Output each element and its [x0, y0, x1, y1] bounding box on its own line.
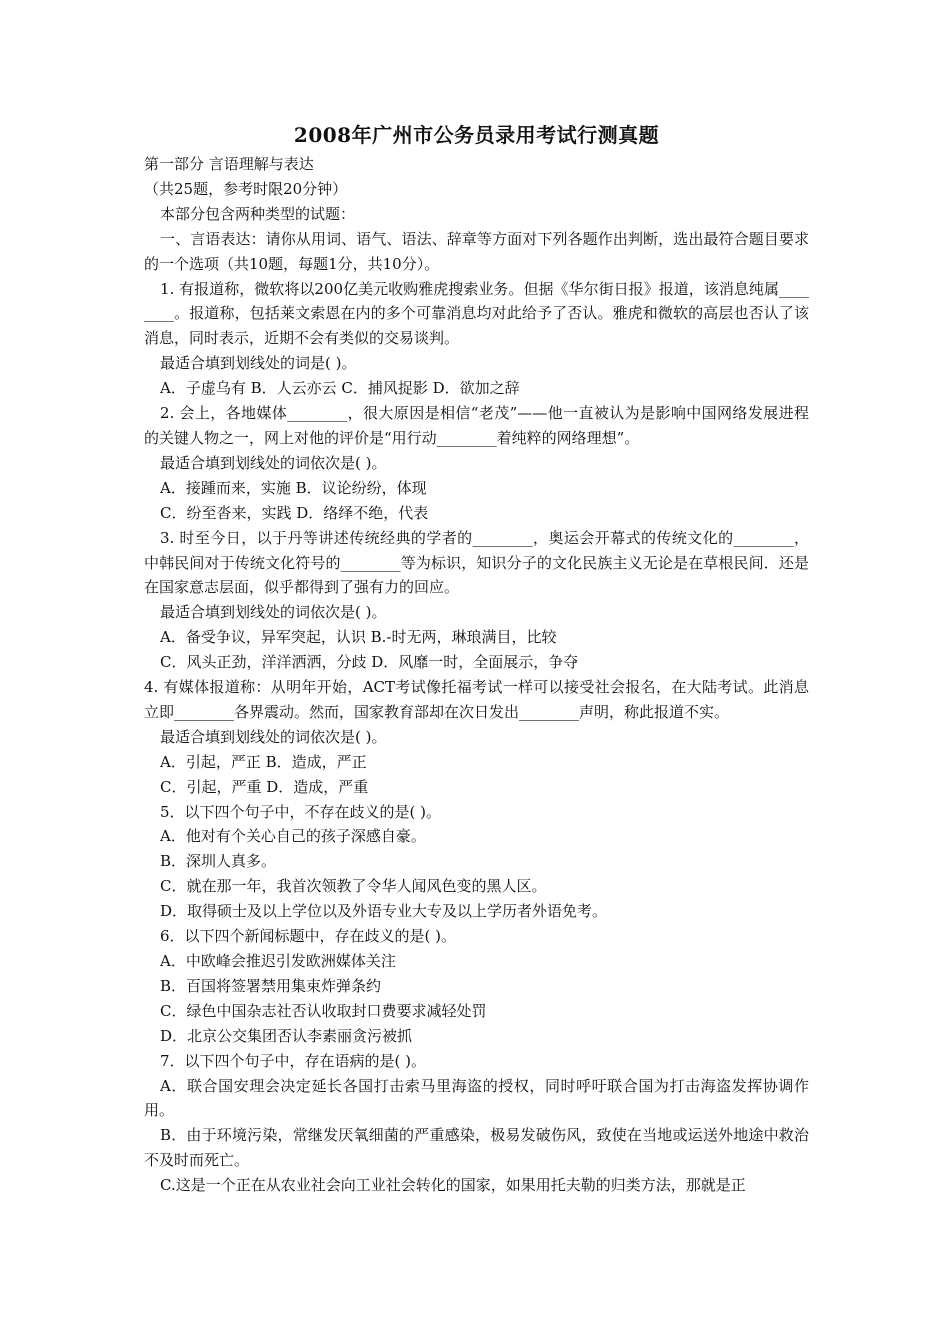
paragraph-line: 最适合填到划线处的词依次是( )。 [160, 453, 387, 472]
paragraph-line: C．风头正劲，洋洋洒洒，分歧 D．风靡一时，全面展示，争夺 [160, 653, 579, 672]
paragraph-line: A．备受争议，异军突起，认识 B.-时无两，琳琅满目，比较 [160, 628, 557, 647]
paragraph-line: 最适合填到划线处的词是( )。 [160, 354, 357, 373]
paragraph-line: 3. 时至今日，以于丹等讲述传统经典的学者的________，奥运会开幕式的传统文化的________，中韩民间对于传统文化符号的________等为标识，知识分子的文化民族主义无论是在草根民间．还是在国家意志层面，似乎都得到了强有力的回应。 [144, 528, 809, 597]
paragraph-line: 本部分包含两种类型的试题： [160, 204, 356, 223]
paragraph-line: A．子虚乌有 B．人云亦云 C．捕风捉影 D．欲加之辞 [160, 379, 520, 398]
paragraph-line: A．他对有个关心自己的孩子深感自豪。 [160, 827, 426, 846]
paragraph-line: 1. 有报道称，微软将以200亿美元收购雅虎搜索业务。但据《华尔街日报》报道，该消息纯属________。报道称，包括莱文索恩在内的多个可靠消息均对此给予了否认。雅虎和微软的高层也否认了该消息，同时表示，近期不会有类似的交易谈判。 [144, 279, 809, 348]
paragraph-line: D．取得硕士及以上学位以及外语专业大专及以上学历者外语免考。 [160, 902, 608, 921]
paragraph-line: 4. 有媒体报道称：从明年开始，ACT考试像托福考试一样可以接受社会报名，在大陆考试。此消息立即________各界震动。然而，国家教育部却在次日发出________声明，称此报道不实。 [144, 678, 809, 721]
document-title: 2008年广州市公务员录用考试行测真题 [293, 123, 660, 147]
paragraph-line: A．接踵而来，实施 B．议论纷纷，体现 [160, 478, 427, 497]
paragraph-line: C．就在那一年，我首次领教了令华人闻风色变的黑人区。 [160, 877, 547, 896]
paragraph-line: C．引起，严重 D．造成，严重 [160, 777, 369, 796]
paragraph-line: 最适合填到划线处的词依次是( )。 [160, 727, 387, 746]
paragraph-line: 最适合填到划线处的词依次是( )。 [160, 603, 387, 622]
document-body [144, 152, 809, 1198]
paragraph-line: B．由于环境污染，常继发厌氧细菌的严重感染，极易发破伤风，致使在当地或运送外地途中救治不及时而死亡。 [144, 1126, 809, 1170]
paragraph-line: C．纷至沓来，实践 D．络绎不绝，代表 [160, 503, 429, 522]
paragraph-line: C．绿色中国杂志社否认收取封口费要求减轻处罚 [160, 1001, 487, 1020]
paragraph-line: A．引起，严正 B．造成，严正 [160, 752, 367, 771]
paragraph-line: 2. 会上，各地媒体________，很大原因是相信“老茂”——他一直被认为是影响中国网络发展进程的关键人物之一，网上对他的评价是“用行动________着纯粹的网络理想”。 [144, 404, 809, 447]
paragraph-line: 第一部分 言语理解与表达 [144, 155, 314, 173]
paragraph-line: B．百国将签署禁用集束炸弹条约 [160, 976, 382, 995]
paragraph-line: A．联合国安理会决定延长各国打击索马里海盗的授权，同时呼吁联合国为打击海盗发挥协调作用。 [144, 1076, 809, 1120]
paragraph-line: 5．以下四个句子中，不存在歧义的是( )。 [160, 802, 442, 821]
paragraph-line: 7．以下四个句子中，存在语病的是( )。 [160, 1051, 427, 1070]
paragraph-line: C.这是一个正在从农业社会向工业社会转化的国家，如果用托夫勒的归类方法，那就是正 [160, 1176, 746, 1195]
paragraph-line: B．深圳人真多。 [160, 852, 277, 871]
paragraph-line: （共25题，参考时限20分钟） [144, 179, 348, 198]
paragraph-line: 一、言语表达：请你从用词、语气、语法、辞章等方面对下列各题作出判断，选出最符合题目要求的一个选项（共10题，每题1分，共10分）。 [144, 229, 809, 273]
paragraph-line: D．北京公交集团否认李素丽贪污被抓 [160, 1026, 413, 1045]
paragraph-line: 6．以下四个新闻标题中，存在歧义的是( )。 [160, 927, 457, 946]
document-page [144, 118, 809, 1198]
paragraph-line: A．中欧峰会推迟引发欧洲媒体关注 [160, 952, 396, 970]
